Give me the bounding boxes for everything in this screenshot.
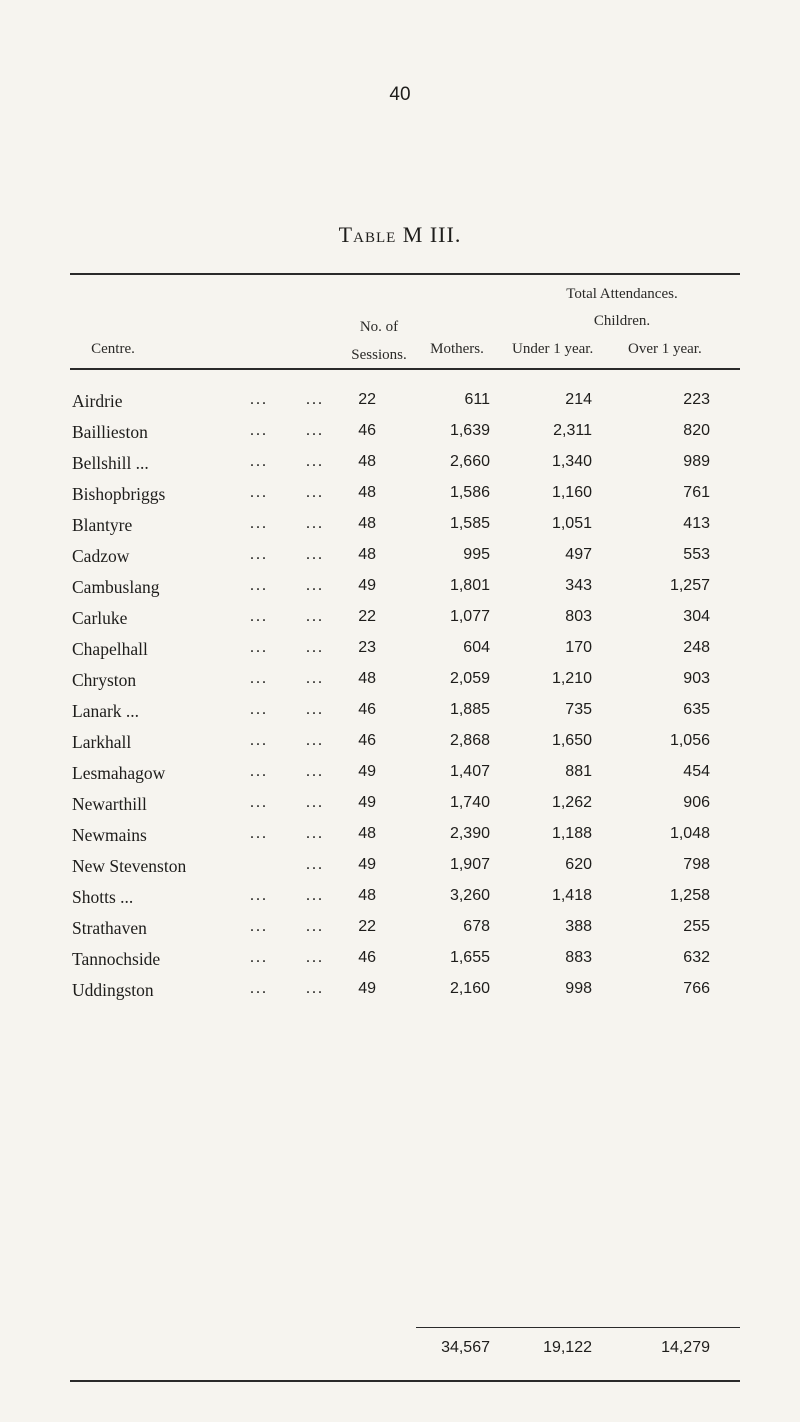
mothers-value: 3,260	[449, 887, 490, 904]
table-row	[0, 484, 800, 515]
centre-name: New Stevenston	[72, 856, 187, 876]
table-row	[0, 453, 800, 484]
under-1-year-value: 2,311	[553, 422, 592, 439]
header-sessions-line1: No. of	[359, 319, 399, 335]
leader-dots: ...	[250, 515, 268, 532]
mothers-value: 1,586	[449, 484, 490, 501]
table-row	[0, 577, 800, 608]
table-row	[0, 391, 800, 422]
header-children: Children.	[593, 313, 651, 329]
leader-dots: ...	[250, 918, 268, 935]
under-1-year-value: 1,340	[551, 453, 592, 470]
mothers-value: 1,639	[449, 422, 490, 439]
mothers-value: 1,907	[449, 856, 490, 873]
table-row	[0, 980, 800, 1011]
leader-dots: ...	[306, 732, 324, 749]
table-row	[0, 856, 800, 887]
centre-name: Shotts ...	[72, 887, 134, 907]
leader-dots: ...	[250, 949, 268, 966]
header-bottom-rule	[70, 368, 740, 370]
leader-dots: ...	[250, 701, 268, 718]
leader-dots: ...	[250, 453, 268, 470]
under-1-year-value: 735	[565, 701, 592, 718]
leader-dots: ...	[306, 639, 324, 656]
sessions-value: 49	[358, 794, 376, 811]
table-top-rule	[70, 273, 740, 275]
centre-name: Baillieston	[72, 422, 148, 442]
leader-dots: ...	[306, 546, 324, 563]
over-1-year-value: 798	[683, 856, 710, 873]
leader-dots: ...	[306, 856, 324, 873]
leader-dots: ...	[306, 825, 324, 842]
table-row	[0, 608, 800, 639]
header-mothers: Mothers.	[430, 341, 484, 357]
table-bottom-rule	[70, 1380, 740, 1382]
leader-dots: ...	[306, 701, 324, 718]
leader-dots: ...	[306, 608, 324, 625]
table-row	[0, 918, 800, 949]
under-1-year-value: 388	[565, 918, 592, 935]
sessions-value: 49	[358, 763, 376, 780]
sessions-value: 49	[358, 980, 376, 997]
over-1-year-value: 903	[683, 670, 710, 687]
under-1-year-value: 1,262	[551, 794, 592, 811]
under-1-year-value: 883	[565, 949, 592, 966]
centre-name: Chapelhall	[72, 639, 148, 659]
over-1-year-value: 1,258	[669, 887, 710, 904]
under-1-year-value: 803	[565, 608, 592, 625]
total-mothers: 34,567	[441, 1339, 490, 1356]
under-1-year-value: 1,210	[551, 670, 592, 687]
sessions-value: 48	[358, 887, 376, 904]
under-1-year-value: 497	[565, 546, 592, 563]
header-centre: Centre.	[91, 341, 135, 357]
leader-dots: ...	[306, 763, 324, 780]
under-1-year-value: 1,188	[551, 825, 592, 842]
leader-dots: ...	[306, 515, 324, 532]
sessions-value: 23	[358, 639, 376, 656]
mothers-value: 2,868	[449, 732, 490, 749]
over-1-year-value: 553	[683, 546, 710, 563]
centre-name: Chryston	[72, 670, 137, 690]
leader-dots: ...	[306, 670, 324, 687]
table-row	[0, 670, 800, 701]
under-1-year-value: 1,418	[551, 887, 592, 904]
under-1-year-value: 1,160	[551, 484, 592, 501]
centre-name: Blantyre	[72, 515, 133, 535]
table-row	[0, 639, 800, 670]
leader-dots: ...	[250, 980, 268, 997]
mothers-value: 1,740	[449, 794, 490, 811]
over-1-year-value: 906	[683, 794, 710, 811]
mothers-value: 1,885	[449, 701, 490, 718]
leader-dots: ...	[306, 980, 324, 997]
over-1-year-value: 248	[683, 639, 710, 656]
header-under-1-year: Under 1 year.	[512, 341, 594, 357]
leader-dots: ...	[250, 391, 268, 408]
under-1-year-value: 881	[565, 763, 592, 780]
mothers-value: 995	[463, 546, 490, 563]
table-row	[0, 701, 800, 732]
over-1-year-value: 989	[683, 453, 710, 470]
sum-rule	[416, 1327, 740, 1328]
centre-name: Newarthill	[72, 794, 147, 814]
centre-name: Tannochside	[72, 949, 161, 969]
page-number: 40	[389, 84, 411, 105]
mothers-value: 2,059	[449, 670, 490, 687]
leader-dots: ...	[306, 484, 324, 501]
over-1-year-value: 1,048	[669, 825, 710, 842]
table-row	[0, 422, 800, 453]
table-row	[0, 887, 800, 918]
sessions-value: 48	[358, 546, 376, 563]
sessions-value: 46	[358, 701, 376, 718]
table-row	[0, 732, 800, 763]
table-body	[0, 391, 800, 1011]
mothers-value: 1,585	[449, 515, 490, 532]
leader-dots: ...	[250, 422, 268, 439]
over-1-year-value: 761	[683, 484, 710, 501]
centre-name: Bishopbriggs	[72, 484, 166, 504]
header-sessions-line2: Sessions.	[351, 347, 407, 363]
table-row	[0, 515, 800, 546]
leader-dots: ...	[250, 608, 268, 625]
table-row	[0, 763, 800, 794]
leader-dots: ...	[306, 422, 324, 439]
table-title: Table M III.	[338, 222, 462, 247]
sessions-value: 49	[358, 856, 376, 873]
table-row	[0, 825, 800, 856]
leader-dots: ...	[306, 794, 324, 811]
over-1-year-value: 635	[683, 701, 710, 718]
centre-name: Strathaven	[72, 918, 147, 938]
over-1-year-value: 454	[683, 763, 710, 780]
over-1-year-value: 255	[683, 918, 710, 935]
over-1-year-value: 766	[683, 980, 710, 997]
mothers-value: 678	[463, 918, 490, 935]
sessions-value: 48	[358, 670, 376, 687]
leader-dots: ...	[306, 949, 324, 966]
centre-name: Cambuslang	[72, 577, 160, 597]
table-row	[0, 546, 800, 577]
total-over-1-year: 14,279	[661, 1339, 710, 1356]
leader-dots: ...	[250, 577, 268, 594]
mothers-value: 1,407	[449, 763, 490, 780]
total-under-1-year: 19,122	[543, 1339, 592, 1356]
sessions-value: 22	[358, 391, 376, 408]
centre-name: Newmains	[72, 825, 147, 845]
leader-dots: ...	[250, 639, 268, 656]
sessions-value: 48	[358, 453, 376, 470]
centre-name: Bellshill ...	[72, 453, 149, 473]
centre-name: Uddingston	[72, 980, 154, 1000]
mothers-value: 1,077	[449, 608, 490, 625]
over-1-year-value: 1,056	[669, 732, 710, 749]
sessions-value: 46	[358, 422, 376, 439]
under-1-year-value: 214	[565, 391, 592, 408]
leader-dots: ...	[250, 546, 268, 563]
over-1-year-value: 820	[683, 422, 710, 439]
under-1-year-value: 170	[565, 639, 592, 656]
sessions-value: 46	[358, 732, 376, 749]
mothers-value: 1,655	[449, 949, 490, 966]
leader-dots: ...	[250, 484, 268, 501]
sessions-value: 22	[358, 918, 376, 935]
mothers-value: 2,390	[449, 825, 490, 842]
leader-dots: ...	[306, 391, 324, 408]
over-1-year-value: 223	[683, 391, 710, 408]
leader-dots: ...	[306, 453, 324, 470]
sessions-value: 48	[358, 484, 376, 501]
centre-name: Lesmahagow	[72, 763, 166, 783]
mothers-value: 604	[463, 639, 490, 656]
centre-name: Carluke	[72, 608, 128, 628]
sessions-value: 22	[358, 608, 376, 625]
leader-dots: ...	[250, 794, 268, 811]
totals-row	[0, 1339, 800, 1369]
sessions-value: 46	[358, 949, 376, 966]
sessions-value: 49	[358, 577, 376, 594]
sessions-value: 48	[358, 515, 376, 532]
leader-dots: ...	[250, 887, 268, 904]
centre-name: Larkhall	[72, 732, 132, 752]
mothers-value: 611	[464, 391, 490, 408]
table-row	[0, 949, 800, 980]
table-row	[0, 794, 800, 825]
under-1-year-value: 620	[565, 856, 592, 873]
sessions-value: 48	[358, 825, 376, 842]
under-1-year-value: 343	[565, 577, 592, 594]
leader-dots: ...	[250, 763, 268, 780]
leader-dots: ...	[306, 577, 324, 594]
centre-name: Cadzow	[72, 546, 130, 566]
leader-dots: ...	[250, 732, 268, 749]
under-1-year-value: 1,650	[551, 732, 592, 749]
centre-name: Lanark ...	[72, 701, 140, 721]
under-1-year-value: 1,051	[551, 515, 592, 532]
leader-dots: ...	[250, 825, 268, 842]
under-1-year-value: 998	[565, 980, 592, 997]
header-total-attendances: Total Attendances.	[566, 286, 678, 302]
over-1-year-value: 1,257	[669, 577, 710, 594]
over-1-year-value: 413	[683, 515, 710, 532]
header-over-1-year: Over 1 year.	[628, 341, 702, 357]
leader-dots: ...	[250, 670, 268, 687]
mothers-value: 2,160	[449, 980, 490, 997]
leader-dots: ...	[306, 887, 324, 904]
over-1-year-value: 632	[683, 949, 710, 966]
leader-dots: ...	[306, 918, 324, 935]
mothers-value: 1,801	[449, 577, 490, 594]
over-1-year-value: 304	[683, 608, 710, 625]
centre-name: Airdrie	[72, 391, 123, 411]
mothers-value: 2,660	[449, 453, 490, 470]
